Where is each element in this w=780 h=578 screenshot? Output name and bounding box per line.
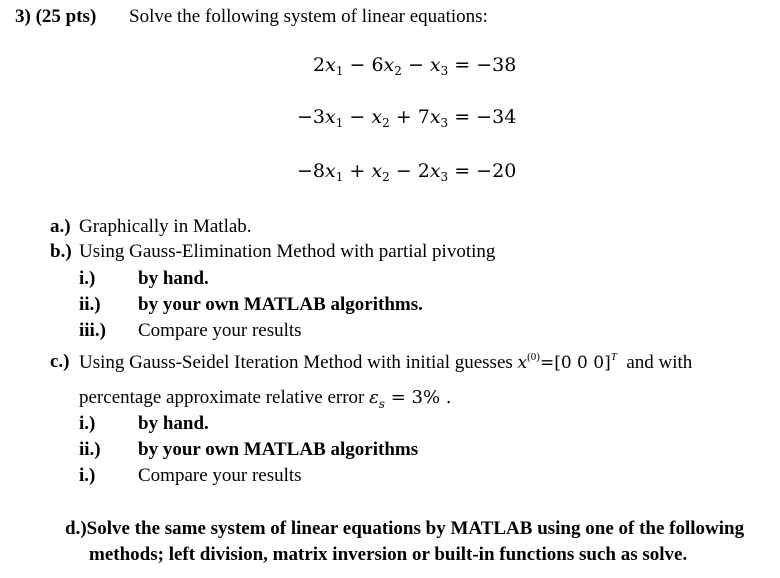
- part-c-item-3-text: Compare your results: [138, 465, 302, 486]
- part-b-item-2-text: by your own MATLAB algorithms.: [138, 294, 423, 315]
- equation-1: $2x_1 - 6x_2 - x_3 = -38$: [313, 54, 517, 78]
- part-c-item-1-label: i.): [79, 413, 96, 434]
- equation-2: $-3x_1 - x_2 + 7x_3 = -34$: [297, 106, 517, 130]
- part-d-line1: [65, 518, 744, 540]
- part-d-bold: by MATLAB using one of the following: [425, 518, 745, 539]
- part-a-label: a.): [50, 216, 71, 237]
- epsilon-symbol: ε: [369, 387, 379, 408]
- part-c-line2: percentage approximate relative error $\varepsilon_s = 3\%$ .: [79, 387, 452, 411]
- part-c-item-3-label: i.): [79, 465, 96, 486]
- part-a-text: Graphically in Matlab.: [79, 216, 252, 237]
- part-c-label: c.): [50, 351, 70, 372]
- part-b-item-2-label: ii.): [79, 294, 101, 315]
- initial-guess-var: x: [517, 353, 528, 373]
- initial-guess-vector: =[0 0 0]: [539, 353, 611, 373]
- part-b-label: b.): [50, 241, 72, 262]
- part-d-line2: methods; left division, matrix inversion or built-in functions such as solve.: [89, 544, 688, 565]
- problem-number: 3) (25 pts): [15, 6, 97, 27]
- part-c-text: Using Gauss-Seidel Iteration Method with initial guesses $x^{(0)}=[0$ 0 0]$^T$ and with: [79, 351, 693, 373]
- part-d-prefix: d.)Solve the same system of linear equations: [65, 518, 426, 539]
- part-c-item-1-text: by hand.: [138, 413, 209, 434]
- part-b-item-1-label: i.): [79, 268, 96, 289]
- part-b-text: Using Gauss-Elimination Method with partial pivoting: [79, 241, 496, 262]
- problem-statement: Solve the following system of linear equations:: [129, 6, 488, 27]
- part-b-item-3-text: Compare your results: [138, 320, 302, 341]
- part-b-item-3-label: iii.): [79, 320, 106, 341]
- equation-3: $-8x_1 + x_2 - 2x_3 = -20$: [297, 160, 517, 184]
- error-threshold: = 3% .: [384, 387, 452, 408]
- part-c-item-2-label: ii.): [79, 439, 101, 460]
- part-c-item-2-text: by your own MATLAB algorithms: [138, 439, 419, 460]
- part-b-item-1-text: by hand.: [138, 268, 209, 289]
